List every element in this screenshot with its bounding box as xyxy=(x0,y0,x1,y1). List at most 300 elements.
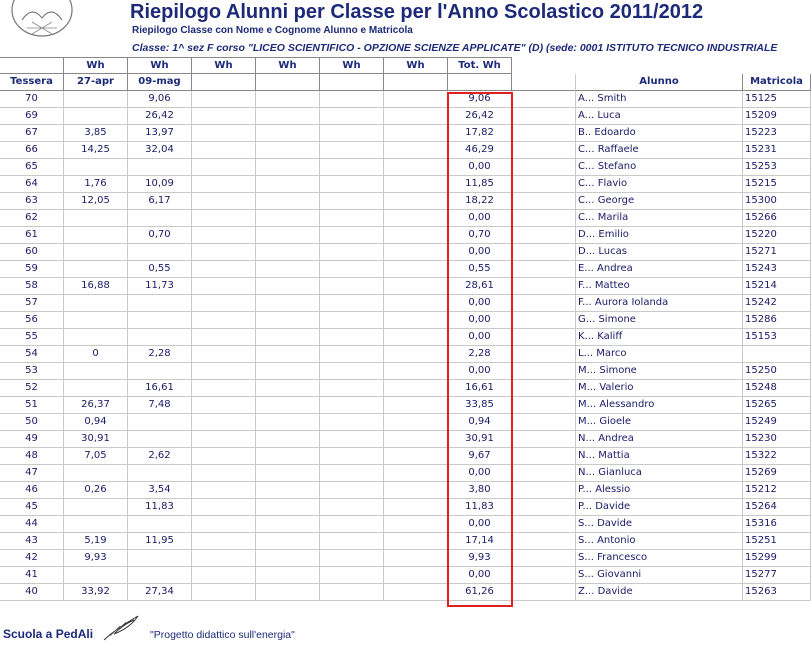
cell-wh-3[interactable] xyxy=(192,363,256,380)
cell-wh-6[interactable] xyxy=(384,584,448,601)
cell-gap[interactable] xyxy=(512,295,576,312)
cell-tot-wh[interactable]: 0,00 xyxy=(448,159,512,176)
cell-wh-27apr[interactable] xyxy=(64,312,128,329)
cell-gap[interactable] xyxy=(512,397,576,414)
cell-tot-wh[interactable]: 0,00 xyxy=(448,465,512,482)
cell-wh-4[interactable] xyxy=(256,159,320,176)
cell-wh-09mag[interactable]: 32,04 xyxy=(128,142,192,159)
cell-wh-09mag[interactable] xyxy=(128,414,192,431)
cell-tot-wh[interactable]: 16,61 xyxy=(448,380,512,397)
cell-wh-3[interactable] xyxy=(192,244,256,261)
cell-alunno[interactable]: D... Lucas xyxy=(576,244,743,261)
cell-wh-09mag[interactable] xyxy=(128,567,192,584)
cell-matricola[interactable]: 15153 xyxy=(743,329,811,346)
cell-wh-4[interactable] xyxy=(256,125,320,142)
cell-wh-6[interactable] xyxy=(384,176,448,193)
cell-wh-27apr[interactable] xyxy=(64,159,128,176)
cell-wh-27apr[interactable]: 9,93 xyxy=(64,550,128,567)
cell-wh-6[interactable] xyxy=(384,431,448,448)
cell-tessera[interactable]: 60 xyxy=(0,244,64,261)
cell-wh-09mag[interactable]: 9,06 xyxy=(128,91,192,108)
cell-tot-wh[interactable]: 0,00 xyxy=(448,329,512,346)
cell-tot-wh[interactable]: 0,55 xyxy=(448,261,512,278)
cell-wh-5[interactable] xyxy=(320,363,384,380)
cell-alunno[interactable]: P... Davide xyxy=(576,499,743,516)
cell-matricola[interactable] xyxy=(743,346,811,363)
cell-wh-5[interactable] xyxy=(320,227,384,244)
cell-wh-27apr[interactable]: 30,91 xyxy=(64,431,128,448)
cell-wh-3[interactable] xyxy=(192,125,256,142)
cell-gap[interactable] xyxy=(512,363,576,380)
cell-wh-27apr[interactable] xyxy=(64,244,128,261)
cell-wh-5[interactable] xyxy=(320,346,384,363)
cell-tot-wh[interactable]: 17,14 xyxy=(448,533,512,550)
cell-wh-4[interactable] xyxy=(256,329,320,346)
cell-matricola[interactable]: 15263 xyxy=(743,584,811,601)
cell-wh-6[interactable] xyxy=(384,482,448,499)
cell-wh-09mag[interactable] xyxy=(128,295,192,312)
cell-tot-wh[interactable]: 17,82 xyxy=(448,125,512,142)
cell-wh-27apr[interactable] xyxy=(64,329,128,346)
cell-wh-27apr[interactable]: 14,25 xyxy=(64,142,128,159)
cell-wh-6[interactable] xyxy=(384,397,448,414)
cell-wh-27apr[interactable] xyxy=(64,295,128,312)
cell-gap[interactable] xyxy=(512,312,576,329)
cell-matricola[interactable]: 15230 xyxy=(743,431,811,448)
cell-gap[interactable] xyxy=(512,516,576,533)
cell-wh-6[interactable] xyxy=(384,125,448,142)
cell-tot-wh[interactable]: 2,28 xyxy=(448,346,512,363)
cell-wh-6[interactable] xyxy=(384,329,448,346)
cell-matricola[interactable]: 15214 xyxy=(743,278,811,295)
cell-wh-27apr[interactable]: 0,26 xyxy=(64,482,128,499)
cell-wh-5[interactable] xyxy=(320,278,384,295)
cell-gap[interactable] xyxy=(512,261,576,278)
cell-wh-6[interactable] xyxy=(384,414,448,431)
cell-wh-09mag[interactable] xyxy=(128,550,192,567)
cell-alunno[interactable]: S... Francesco xyxy=(576,550,743,567)
cell-matricola[interactable]: 15286 xyxy=(743,312,811,329)
cell-tot-wh[interactable]: 0,00 xyxy=(448,210,512,227)
cell-alunno[interactable]: M... Alessandro xyxy=(576,397,743,414)
cell-wh-3[interactable] xyxy=(192,431,256,448)
cell-gap[interactable] xyxy=(512,448,576,465)
cell-matricola[interactable]: 15322 xyxy=(743,448,811,465)
cell-tessera[interactable]: 50 xyxy=(0,414,64,431)
cell-tessera[interactable]: 43 xyxy=(0,533,64,550)
cell-wh-09mag[interactable] xyxy=(128,210,192,227)
cell-tot-wh[interactable]: 0,00 xyxy=(448,295,512,312)
cell-wh-09mag[interactable] xyxy=(128,244,192,261)
cell-wh-3[interactable] xyxy=(192,176,256,193)
cell-wh-5[interactable] xyxy=(320,516,384,533)
cell-wh-09mag[interactable] xyxy=(128,516,192,533)
cell-gap[interactable] xyxy=(512,159,576,176)
cell-alunno[interactable]: C... George xyxy=(576,193,743,210)
cell-wh-5[interactable] xyxy=(320,91,384,108)
cell-matricola[interactable]: 15271 xyxy=(743,244,811,261)
cell-tot-wh[interactable]: 46,29 xyxy=(448,142,512,159)
cell-wh-3[interactable] xyxy=(192,516,256,533)
cell-wh-09mag[interactable] xyxy=(128,465,192,482)
cell-gap[interactable] xyxy=(512,465,576,482)
cell-gap[interactable] xyxy=(512,108,576,125)
cell-matricola[interactable]: 15231 xyxy=(743,142,811,159)
cell-alunno[interactable]: Z... Davide xyxy=(576,584,743,601)
cell-alunno[interactable]: F... Aurora Iolanda xyxy=(576,295,743,312)
cell-wh-5[interactable] xyxy=(320,448,384,465)
cell-wh-27apr[interactable]: 5,19 xyxy=(64,533,128,550)
cell-wh-5[interactable] xyxy=(320,533,384,550)
cell-tot-wh[interactable]: 0,00 xyxy=(448,516,512,533)
cell-tessera[interactable]: 41 xyxy=(0,567,64,584)
cell-tessera[interactable]: 66 xyxy=(0,142,64,159)
cell-matricola[interactable]: 15265 xyxy=(743,397,811,414)
cell-matricola[interactable]: 15251 xyxy=(743,533,811,550)
cell-wh-09mag[interactable] xyxy=(128,431,192,448)
cell-wh-5[interactable] xyxy=(320,431,384,448)
cell-wh-27apr[interactable]: 0,94 xyxy=(64,414,128,431)
cell-wh-27apr[interactable] xyxy=(64,567,128,584)
cell-wh-3[interactable] xyxy=(192,414,256,431)
cell-wh-5[interactable] xyxy=(320,295,384,312)
cell-wh-4[interactable] xyxy=(256,227,320,244)
cell-gap[interactable] xyxy=(512,550,576,567)
cell-wh-3[interactable] xyxy=(192,295,256,312)
cell-matricola[interactable]: 15248 xyxy=(743,380,811,397)
cell-wh-4[interactable] xyxy=(256,465,320,482)
cell-tot-wh[interactable]: 18,22 xyxy=(448,193,512,210)
cell-wh-5[interactable] xyxy=(320,108,384,125)
cell-wh-4[interactable] xyxy=(256,482,320,499)
cell-wh-09mag[interactable]: 13,97 xyxy=(128,125,192,142)
cell-tessera[interactable]: 62 xyxy=(0,210,64,227)
cell-wh-4[interactable] xyxy=(256,363,320,380)
cell-wh-6[interactable] xyxy=(384,448,448,465)
cell-wh-09mag[interactable]: 0,55 xyxy=(128,261,192,278)
cell-gap[interactable] xyxy=(512,567,576,584)
cell-wh-6[interactable] xyxy=(384,227,448,244)
cell-tessera[interactable]: 58 xyxy=(0,278,64,295)
cell-wh-3[interactable] xyxy=(192,261,256,278)
cell-wh-4[interactable] xyxy=(256,312,320,329)
cell-gap[interactable] xyxy=(512,431,576,448)
cell-wh-3[interactable] xyxy=(192,312,256,329)
cell-wh-4[interactable] xyxy=(256,142,320,159)
cell-tessera[interactable]: 53 xyxy=(0,363,64,380)
cell-tot-wh[interactable]: 33,85 xyxy=(448,397,512,414)
cell-wh-3[interactable] xyxy=(192,108,256,125)
cell-gap[interactable] xyxy=(512,227,576,244)
cell-wh-4[interactable] xyxy=(256,550,320,567)
cell-alunno[interactable]: B.. Edoardo xyxy=(576,125,743,142)
cell-alunno[interactable]: M... Simone xyxy=(576,363,743,380)
cell-wh-09mag[interactable]: 26,42 xyxy=(128,108,192,125)
cell-wh-5[interactable] xyxy=(320,312,384,329)
cell-tessera[interactable]: 61 xyxy=(0,227,64,244)
cell-tessera[interactable]: 51 xyxy=(0,397,64,414)
cell-wh-09mag[interactable]: 7,48 xyxy=(128,397,192,414)
cell-wh-6[interactable] xyxy=(384,295,448,312)
cell-wh-27apr[interactable] xyxy=(64,465,128,482)
cell-wh-4[interactable] xyxy=(256,261,320,278)
cell-wh-3[interactable] xyxy=(192,227,256,244)
cell-alunno[interactable]: C... Stefano xyxy=(576,159,743,176)
cell-gap[interactable] xyxy=(512,533,576,550)
cell-wh-4[interactable] xyxy=(256,295,320,312)
cell-wh-27apr[interactable] xyxy=(64,499,128,516)
cell-tessera[interactable]: 64 xyxy=(0,176,64,193)
cell-tot-wh[interactable]: 0,94 xyxy=(448,414,512,431)
cell-wh-09mag[interactable]: 2,62 xyxy=(128,448,192,465)
cell-wh-5[interactable] xyxy=(320,193,384,210)
cell-wh-6[interactable] xyxy=(384,363,448,380)
cell-wh-5[interactable] xyxy=(320,261,384,278)
cell-wh-5[interactable] xyxy=(320,550,384,567)
cell-wh-4[interactable] xyxy=(256,414,320,431)
cell-tot-wh[interactable]: 0,00 xyxy=(448,312,512,329)
cell-gap[interactable] xyxy=(512,346,576,363)
cell-tessera[interactable]: 40 xyxy=(0,584,64,601)
cell-wh-6[interactable] xyxy=(384,499,448,516)
cell-tot-wh[interactable]: 3,80 xyxy=(448,482,512,499)
cell-tessera[interactable]: 57 xyxy=(0,295,64,312)
cell-matricola[interactable]: 15220 xyxy=(743,227,811,244)
cell-wh-4[interactable] xyxy=(256,210,320,227)
cell-tot-wh[interactable]: 26,42 xyxy=(448,108,512,125)
cell-tot-wh[interactable]: 0,00 xyxy=(448,244,512,261)
cell-wh-4[interactable] xyxy=(256,346,320,363)
cell-matricola[interactable]: 15209 xyxy=(743,108,811,125)
cell-wh-3[interactable] xyxy=(192,550,256,567)
cell-tessera[interactable]: 52 xyxy=(0,380,64,397)
cell-wh-4[interactable] xyxy=(256,176,320,193)
cell-wh-5[interactable] xyxy=(320,210,384,227)
cell-wh-5[interactable] xyxy=(320,159,384,176)
cell-tot-wh[interactable]: 11,83 xyxy=(448,499,512,516)
cell-wh-09mag[interactable] xyxy=(128,312,192,329)
cell-wh-09mag[interactable]: 16,61 xyxy=(128,380,192,397)
cell-wh-3[interactable] xyxy=(192,329,256,346)
cell-alunno[interactable]: N... Gianluca xyxy=(576,465,743,482)
cell-wh-6[interactable] xyxy=(384,244,448,261)
cell-alunno[interactable]: P... Alessio xyxy=(576,482,743,499)
cell-tessera[interactable]: 54 xyxy=(0,346,64,363)
cell-tessera[interactable]: 48 xyxy=(0,448,64,465)
cell-wh-4[interactable] xyxy=(256,380,320,397)
cell-wh-27apr[interactable] xyxy=(64,210,128,227)
cell-wh-09mag[interactable] xyxy=(128,329,192,346)
cell-alunno[interactable]: K... Kaliff xyxy=(576,329,743,346)
cell-wh-3[interactable] xyxy=(192,278,256,295)
cell-tot-wh[interactable]: 9,93 xyxy=(448,550,512,567)
cell-matricola[interactable]: 15299 xyxy=(743,550,811,567)
cell-wh-5[interactable] xyxy=(320,465,384,482)
cell-wh-6[interactable] xyxy=(384,193,448,210)
cell-gap[interactable] xyxy=(512,142,576,159)
cell-alunno[interactable]: S... Antonio xyxy=(576,533,743,550)
cell-wh-5[interactable] xyxy=(320,176,384,193)
cell-wh-6[interactable] xyxy=(384,380,448,397)
cell-wh-27apr[interactable]: 0 xyxy=(64,346,128,363)
cell-wh-09mag[interactable] xyxy=(128,159,192,176)
cell-wh-6[interactable] xyxy=(384,533,448,550)
cell-gap[interactable] xyxy=(512,278,576,295)
cell-gap[interactable] xyxy=(512,499,576,516)
cell-tessera[interactable]: 45 xyxy=(0,499,64,516)
cell-gap[interactable] xyxy=(512,91,576,108)
cell-wh-5[interactable] xyxy=(320,482,384,499)
cell-alunno[interactable]: F... Matteo xyxy=(576,278,743,295)
cell-matricola[interactable]: 15269 xyxy=(743,465,811,482)
cell-gap[interactable] xyxy=(512,329,576,346)
cell-wh-6[interactable] xyxy=(384,465,448,482)
cell-matricola[interactable]: 15242 xyxy=(743,295,811,312)
cell-wh-3[interactable] xyxy=(192,210,256,227)
cell-tot-wh[interactable]: 61,26 xyxy=(448,584,512,601)
cell-wh-27apr[interactable] xyxy=(64,91,128,108)
cell-tessera[interactable]: 55 xyxy=(0,329,64,346)
cell-tessera[interactable]: 49 xyxy=(0,431,64,448)
cell-matricola[interactable]: 15266 xyxy=(743,210,811,227)
cell-wh-4[interactable] xyxy=(256,193,320,210)
cell-wh-4[interactable] xyxy=(256,448,320,465)
cell-wh-5[interactable] xyxy=(320,567,384,584)
cell-alunno[interactable]: C... Marila xyxy=(576,210,743,227)
cell-wh-27apr[interactable]: 33,92 xyxy=(64,584,128,601)
cell-wh-5[interactable] xyxy=(320,397,384,414)
cell-wh-3[interactable] xyxy=(192,397,256,414)
cell-alunno[interactable]: M... Valerio xyxy=(576,380,743,397)
cell-wh-4[interactable] xyxy=(256,499,320,516)
cell-matricola[interactable]: 15253 xyxy=(743,159,811,176)
cell-gap[interactable] xyxy=(512,210,576,227)
cell-matricola[interactable]: 15316 xyxy=(743,516,811,533)
cell-tot-wh[interactable]: 9,06 xyxy=(448,91,512,108)
cell-tessera[interactable]: 63 xyxy=(0,193,64,210)
cell-gap[interactable] xyxy=(512,193,576,210)
cell-matricola[interactable]: 15215 xyxy=(743,176,811,193)
cell-gap[interactable] xyxy=(512,380,576,397)
cell-wh-09mag[interactable]: 11,95 xyxy=(128,533,192,550)
cell-wh-5[interactable] xyxy=(320,414,384,431)
cell-wh-3[interactable] xyxy=(192,499,256,516)
cell-wh-4[interactable] xyxy=(256,567,320,584)
cell-wh-6[interactable] xyxy=(384,91,448,108)
cell-wh-6[interactable] xyxy=(384,159,448,176)
cell-wh-3[interactable] xyxy=(192,448,256,465)
cell-wh-27apr[interactable] xyxy=(64,516,128,533)
cell-wh-4[interactable] xyxy=(256,278,320,295)
cell-tessera[interactable]: 42 xyxy=(0,550,64,567)
cell-wh-3[interactable] xyxy=(192,91,256,108)
cell-wh-3[interactable] xyxy=(192,380,256,397)
cell-wh-6[interactable] xyxy=(384,516,448,533)
cell-tot-wh[interactable]: 0,00 xyxy=(448,567,512,584)
cell-wh-5[interactable] xyxy=(320,142,384,159)
cell-wh-27apr[interactable] xyxy=(64,261,128,278)
cell-wh-4[interactable] xyxy=(256,108,320,125)
cell-alunno[interactable]: A... Luca xyxy=(576,108,743,125)
cell-wh-09mag[interactable]: 11,73 xyxy=(128,278,192,295)
cell-wh-3[interactable] xyxy=(192,465,256,482)
cell-matricola[interactable]: 15249 xyxy=(743,414,811,431)
cell-tessera[interactable]: 46 xyxy=(0,482,64,499)
cell-wh-09mag[interactable]: 6,17 xyxy=(128,193,192,210)
cell-wh-3[interactable] xyxy=(192,193,256,210)
cell-tessera[interactable]: 67 xyxy=(0,125,64,142)
cell-wh-09mag[interactable]: 27,34 xyxy=(128,584,192,601)
cell-wh-6[interactable] xyxy=(384,550,448,567)
cell-wh-09mag[interactable]: 0,70 xyxy=(128,227,192,244)
cell-matricola[interactable]: 15125 xyxy=(743,91,811,108)
cell-tot-wh[interactable]: 30,91 xyxy=(448,431,512,448)
cell-tot-wh[interactable]: 0,70 xyxy=(448,227,512,244)
cell-wh-09mag[interactable]: 3,54 xyxy=(128,482,192,499)
cell-wh-27apr[interactable] xyxy=(64,227,128,244)
cell-wh-27apr[interactable] xyxy=(64,380,128,397)
cell-wh-27apr[interactable]: 16,88 xyxy=(64,278,128,295)
cell-tot-wh[interactable]: 11,85 xyxy=(448,176,512,193)
cell-wh-4[interactable] xyxy=(256,516,320,533)
cell-matricola[interactable]: 15250 xyxy=(743,363,811,380)
cell-wh-4[interactable] xyxy=(256,431,320,448)
cell-tessera[interactable]: 47 xyxy=(0,465,64,482)
cell-wh-3[interactable] xyxy=(192,584,256,601)
cell-alunno[interactable]: S... Giovanni xyxy=(576,567,743,584)
cell-alunno[interactable]: D... Emilio xyxy=(576,227,743,244)
cell-matricola[interactable]: 15243 xyxy=(743,261,811,278)
cell-wh-5[interactable] xyxy=(320,125,384,142)
cell-wh-3[interactable] xyxy=(192,346,256,363)
cell-wh-4[interactable] xyxy=(256,397,320,414)
cell-alunno[interactable]: L... Marco xyxy=(576,346,743,363)
cell-wh-27apr[interactable] xyxy=(64,363,128,380)
cell-matricola[interactable]: 15223 xyxy=(743,125,811,142)
cell-alunno[interactable]: G... Simone xyxy=(576,312,743,329)
cell-gap[interactable] xyxy=(512,125,576,142)
cell-matricola[interactable]: 15212 xyxy=(743,482,811,499)
cell-wh-6[interactable] xyxy=(384,108,448,125)
cell-wh-27apr[interactable]: 3,85 xyxy=(64,125,128,142)
cell-wh-09mag[interactable]: 10,09 xyxy=(128,176,192,193)
cell-tessera[interactable]: 44 xyxy=(0,516,64,533)
cell-wh-5[interactable] xyxy=(320,244,384,261)
cell-alunno[interactable]: N... Andrea xyxy=(576,431,743,448)
cell-wh-6[interactable] xyxy=(384,278,448,295)
cell-wh-5[interactable] xyxy=(320,499,384,516)
cell-wh-6[interactable] xyxy=(384,312,448,329)
cell-wh-6[interactable] xyxy=(384,346,448,363)
cell-alunno[interactable]: M... Gioele xyxy=(576,414,743,431)
cell-wh-4[interactable] xyxy=(256,244,320,261)
cell-alunno[interactable]: S... Davide xyxy=(576,516,743,533)
cell-wh-27apr[interactable] xyxy=(64,108,128,125)
cell-wh-5[interactable] xyxy=(320,584,384,601)
cell-wh-3[interactable] xyxy=(192,533,256,550)
cell-alunno[interactable]: C... Flavio xyxy=(576,176,743,193)
cell-wh-09mag[interactable]: 2,28 xyxy=(128,346,192,363)
cell-wh-4[interactable] xyxy=(256,91,320,108)
cell-gap[interactable] xyxy=(512,414,576,431)
cell-wh-09mag[interactable]: 11,83 xyxy=(128,499,192,516)
cell-gap[interactable] xyxy=(512,176,576,193)
cell-alunno[interactable]: A... Smith xyxy=(576,91,743,108)
cell-wh-5[interactable] xyxy=(320,380,384,397)
cell-matricola[interactable]: 15300 xyxy=(743,193,811,210)
cell-alunno[interactable]: E... Andrea xyxy=(576,261,743,278)
cell-alunno[interactable]: C... Raffaele xyxy=(576,142,743,159)
